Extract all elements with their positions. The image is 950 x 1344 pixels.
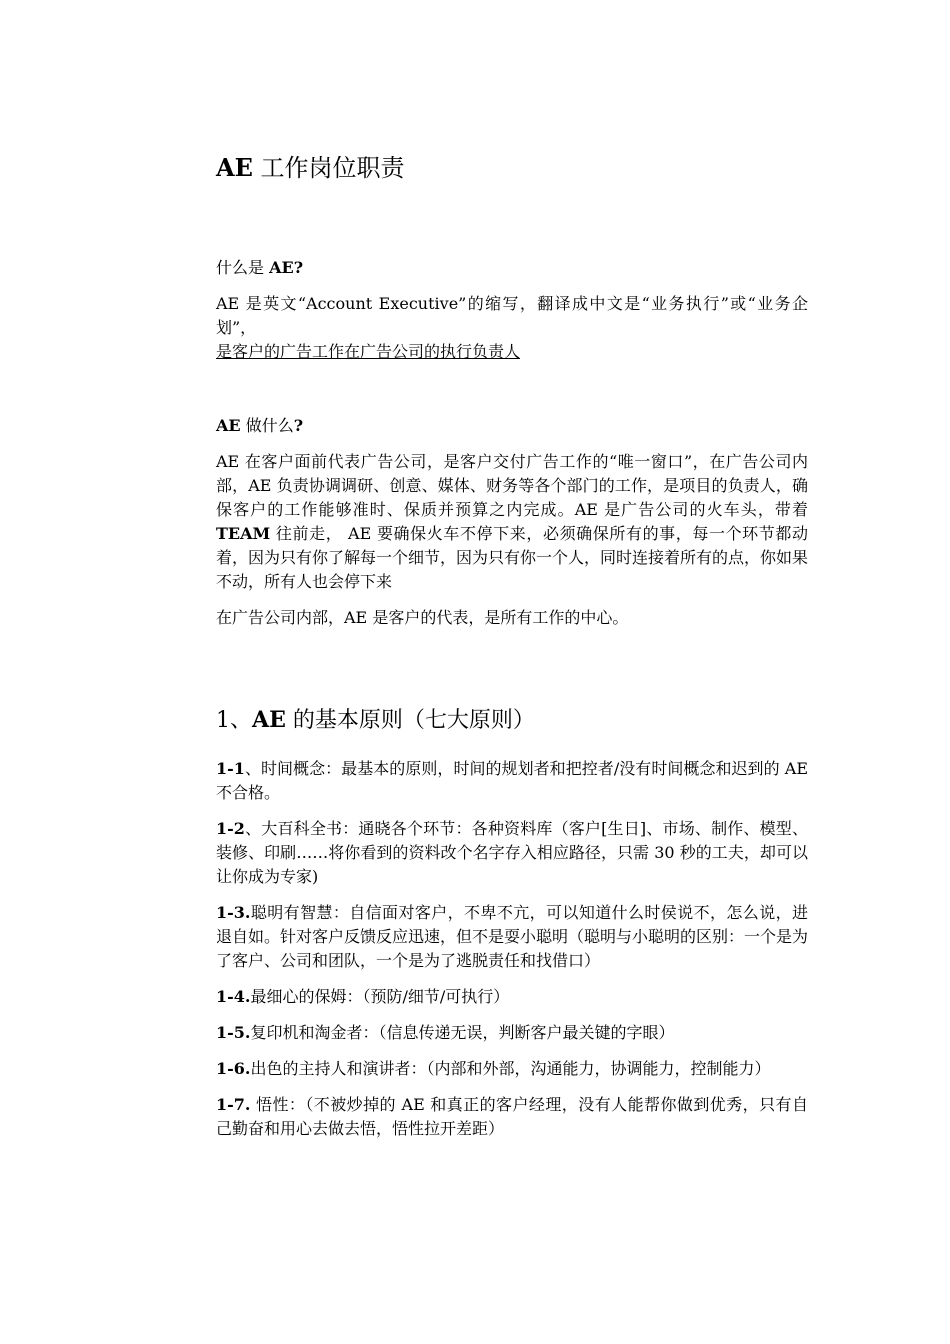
principle-text: 、时间概念：最基本的原则，时间的规划者和把控者/没有时间概念和迟到的 AE 不合格。 [216, 759, 808, 802]
q2-heading-plain: 做什么 [240, 416, 294, 435]
principle-item [216, 901, 808, 973]
q2-heading-qmark: ? [293, 416, 304, 435]
section-title-bold: AE [252, 707, 286, 733]
section-title [216, 704, 808, 737]
principle-text: 聪明有智慧：自信面对客户，不卑不亢，可以知道什么时侯说不，怎么说，进退自如。针对客户反馈反应迅速，但不是耍小聪明（聪明与小聪明的区别：一个是为了客户、公司和团队，一个是为了逃脱责任和找借口） [216, 903, 809, 970]
principle-number: 1-3. [216, 903, 251, 922]
q2-heading-bold: AE [216, 416, 241, 435]
principle-number: 1-6. [216, 1059, 251, 1078]
principle-text: 复印机和淘金者：（信息传递无误，判断客户最关键的字眼） [250, 1023, 675, 1042]
principle-item [216, 817, 808, 889]
principle-text: 、大百科全书：通晓各个环节：各种资料库（客户[生日]、市场、制作、模型、装修、印刷……将你看到的资料改个名字存入相应路径，只需 30 秒的工夫，却可以让你成为专家) [216, 819, 808, 886]
principle-number: 1-2 [216, 819, 245, 838]
principle-number: 1-7. [216, 1095, 251, 1114]
principle-text: 出色的主持人和演讲者：（内部和外部，沟通能力，协调能力，控制能力） [250, 1059, 771, 1078]
ae-definition-paragraph [216, 292, 808, 364]
principles-list [216, 757, 808, 1141]
question-what-is-ae [216, 256, 808, 280]
ae-role-text-b: 往前走， AE 要确保火车不停下来，必须确保所有的事，每一个环节都动着，因为只有你了解每一个细节，因为只有你一个人，同时连接着所有的点，你如果不动，所有人也会停下来 [216, 524, 809, 591]
page-title [216, 150, 808, 186]
q1-heading-bold: AE? [269, 258, 304, 277]
document-body [216, 150, 808, 1141]
ae-center-paragraph: 在广告公司内部，AE 是客户的代表，是所有工作的中心。 [216, 608, 629, 627]
ae-role-text-a: AE 在客户面前代表广告公司，是客户交付广告工作的“唯一窗口”，在广告公司内部，AE 负责协调调研、创意、媒体、财务等各个部门的工作，是项目的负责人，确保客户的工作能够准时、保质并预算之内完成。AE 是广告公司的火车头，带着 [216, 452, 808, 519]
ae-role-paragraph [216, 450, 808, 594]
principle-text: 悟性：（不被炒掉的 AE 和真正的客户经理，没有人能帮你做到优秀，只有自己勤奋和用心去做去悟，悟性拉开差距） [216, 1095, 808, 1138]
title-bold: AE [216, 153, 253, 182]
principle-number: 1-5. [216, 1023, 251, 1042]
principle-item [216, 757, 808, 805]
ae-definition-underlined: 是客户的广告工作在广告公司的执行负责人 [216, 342, 521, 361]
section-number: 1、 [216, 708, 252, 733]
principle-item [216, 1057, 808, 1081]
q1-heading-plain: 什么是 [216, 258, 270, 277]
question-what-ae-does [216, 414, 808, 438]
title-text: 工作岗位职责 [252, 154, 405, 182]
principle-item [216, 985, 808, 1009]
principle-number: 1-1 [216, 759, 245, 778]
team-bold: TEAM [216, 524, 271, 543]
principle-text: 最细心的保姆：（预防/细节/可执行） [250, 987, 510, 1006]
principle-item [216, 1021, 808, 1045]
ae-definition-text: AE 是英文“Account Executive”的缩写，翻译成中文是“业务执行”或“业务企划”， [216, 294, 808, 337]
section-title-text: 的基本原则（七大原则） [285, 708, 535, 733]
principle-number: 1-4. [216, 987, 251, 1006]
principle-item [216, 1093, 808, 1141]
